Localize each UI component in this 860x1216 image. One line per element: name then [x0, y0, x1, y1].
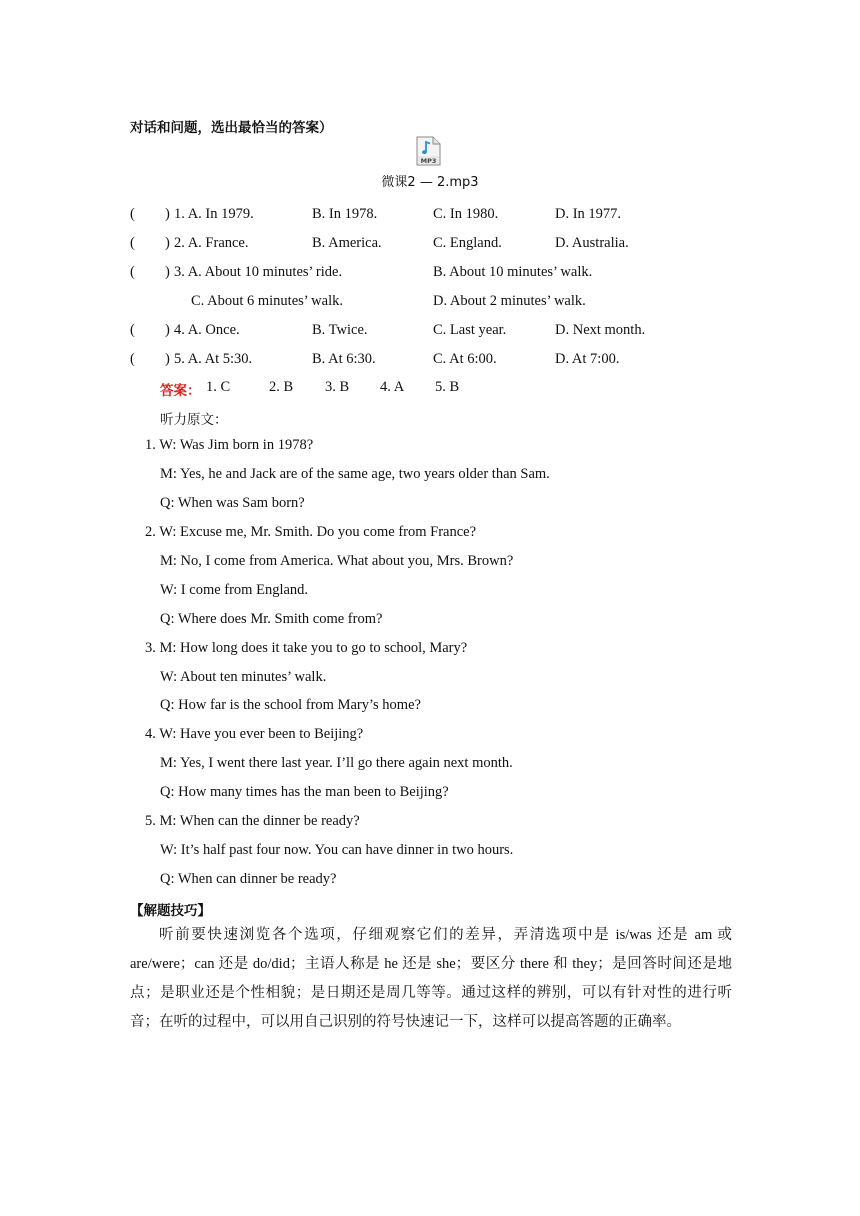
answer-blank-open: (: [130, 322, 135, 338]
tips-title: 【解题技巧】: [130, 903, 211, 919]
option-a: 4. A. Once.: [174, 322, 240, 338]
answer-blank-open: (: [130, 206, 135, 222]
transcript-line: M: Yes, he and Jack are of the same age, two years older than Sam.: [160, 466, 550, 482]
option-b: B. Twice.: [312, 322, 368, 338]
transcript-line: Q: Where does Mr. Smith come from?: [160, 611, 383, 627]
option-b: B. In 1978.: [312, 206, 378, 222]
answer-item: 2. B: [269, 379, 294, 395]
option-a: 3. A. About 10 minutes’ ride.: [174, 264, 343, 280]
transcript-line: W: About ten minutes’ walk.: [160, 669, 327, 685]
option-a: 1. A. In 1979.: [174, 206, 254, 222]
mp3-icon-graphic: [415, 136, 441, 166]
option-c: C. England.: [433, 235, 502, 251]
transcript-line: 5. M: When can the dinner be ready?: [145, 813, 360, 829]
question-row-3b: [130, 293, 750, 313]
option-c: C. At 6:00.: [433, 351, 497, 367]
question-row-1: [130, 206, 750, 226]
question-row-3: [130, 264, 750, 284]
answer-item: 4. A: [380, 379, 405, 395]
option-d: D. About 2 minutes’ walk.: [433, 293, 586, 309]
svg-text:MP3: MP3: [420, 156, 437, 165]
tips-paragraph: 听前要快速浏览各个选项，仔细观察它们的差异，弄清选项中是 is/was 还是 am 或 are/were；can 还是 do/did；主语人称是 he 还是 she；要区分 there 和 they；是回答时间还是地点；是职业还是个性相貌；是日期还是周几等等。通过这样的辨别，可以有针对性的进行听音；在听的过程中，可以用自己识别的符号快速记一下，这样可以提高答题的正确率。: [130, 927, 732, 1030]
answer-blank-close: ): [165, 264, 170, 280]
transcript-line: W: It’s half past four now. You can have dinner in two hours.: [160, 842, 514, 858]
answer-blank-open: (: [130, 235, 135, 251]
transcript-line: Q: When was Sam born?: [160, 495, 305, 511]
option-d: D. In 1977.: [555, 206, 622, 222]
intro-heading: 对话和问题，选出最恰当的答案）: [130, 120, 333, 136]
transcript-line: W: I come from England.: [160, 582, 309, 598]
answer-item: 5. B: [435, 379, 460, 395]
option-c: C. Last year.: [433, 322, 507, 338]
transcript-line: Q: How many times has the man been to Beijing?: [160, 784, 449, 800]
option-a: 2. A. France.: [174, 235, 249, 251]
audio-filename[interactable]: 微课2 — 2.mp3: [381, 175, 479, 190]
option-d: D. Next month.: [555, 322, 646, 338]
option-b: B. America.: [312, 235, 382, 251]
transcript-line: Q: How far is the school from Mary’s home?: [160, 697, 421, 713]
answer-blank-open: (: [130, 264, 135, 280]
option-d: D. At 7:00.: [555, 351, 620, 367]
answer-blank-close: ): [165, 322, 170, 338]
transcript-line: 1. W: Was Jim born in 1978?: [145, 437, 314, 453]
answer-item: 3. B: [325, 379, 350, 395]
transcript-title: 听力原文：: [160, 412, 228, 428]
answer-item: 1. C: [206, 379, 231, 395]
answer-blank-open: (: [130, 351, 135, 367]
answer-blank-close: ): [165, 206, 170, 222]
question-row-2: [130, 235, 750, 255]
option-c: C. About 6 minutes’ walk.: [191, 293, 343, 309]
transcript-line: 4. W: Have you ever been to Beijing?: [145, 726, 364, 742]
option-b: B. At 6:30.: [312, 351, 376, 367]
option-c: C. In 1980.: [433, 206, 499, 222]
answer-key: [160, 379, 560, 399]
transcript-line: 3. M: How long does it take you to go to school, Mary?: [145, 640, 468, 656]
answer-label: 答案：: [160, 383, 201, 399]
answer-blank-close: ): [165, 351, 170, 367]
option-d: D. Australia.: [555, 235, 629, 251]
answer-blank-close: ): [165, 235, 170, 251]
question-row-5: [130, 351, 750, 371]
mp3-file-icon[interactable]: [415, 136, 441, 166]
transcript-line: M: Yes, I went there last year. I’ll go there again next month.: [160, 755, 513, 771]
transcript-line: 2. W: Excuse me, Mr. Smith. Do you come from France?: [145, 524, 477, 540]
option-a: 5. A. At 5:30.: [174, 351, 253, 367]
transcript-line: M: No, I come from America. What about you, Mrs. Brown?: [160, 553, 514, 569]
transcript-line: Q: When can dinner be ready?: [160, 871, 337, 887]
question-row-4: [130, 322, 750, 342]
option-b: B. About 10 minutes’ walk.: [433, 264, 593, 280]
